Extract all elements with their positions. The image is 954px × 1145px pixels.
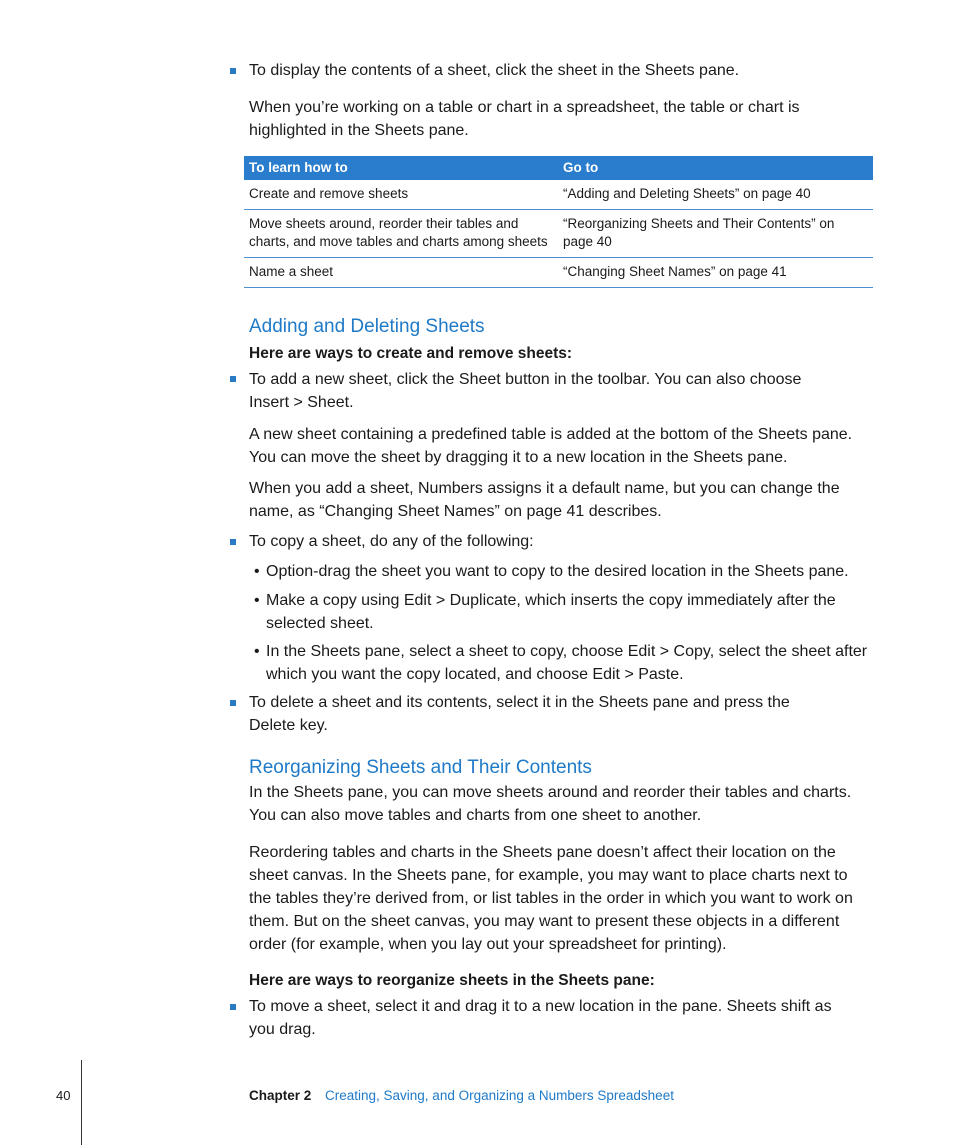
page-number: 40 — [56, 1088, 71, 1103]
table-cell-topic: Name a sheet — [244, 258, 558, 288]
reference-table — [244, 156, 873, 288]
section2-lead: Here are ways to reorganize sheets in the Sheets pane: — [249, 972, 655, 989]
copy-option-drag: Option-drag the sheet you want to copy to the desired location in the Sheets pane. — [266, 563, 849, 580]
table-row — [244, 210, 873, 258]
section1-bullet-copy: To copy a sheet, do any of the following: — [249, 533, 534, 550]
table-cell-topic: Create and remove sheets — [244, 180, 558, 210]
dot-bullet-icon: • — [254, 563, 260, 580]
table-header-learn: To learn how to — [244, 156, 558, 180]
section1-paragraph-2: When you add a sheet, Numbers assigns it a default name, but you can change the name, as “Changing Sheet Names” on page 41 describes. — [249, 480, 840, 520]
copy-paste: In the Sheets pane, select a sheet to copy, choose Edit > Copy, select the sheet after which you want the copy located, and choose Edit > Paste. — [266, 643, 868, 683]
table-header-goto: Go to — [558, 156, 873, 180]
table-row — [244, 258, 873, 288]
section1-lead: Here are ways to create and remove sheets: — [249, 345, 573, 362]
dot-bullet-icon: • — [254, 592, 260, 609]
footer-chapter-label: Chapter 2 — [249, 1088, 312, 1103]
table-cell-link[interactable]: “Adding and Deleting Sheets” on page 40 — [558, 180, 873, 210]
square-bullet-icon — [230, 700, 236, 706]
section1-bullet-add: To add a new sheet, click the Sheet button in the toolbar. You can also choose Insert > Sheet. — [249, 371, 802, 411]
section1-paragraph-1: A new sheet containing a predefined table is added at the bottom of the Sheets pane. You can move the sheet by dragging it to a new location in the Sheets pane. — [249, 426, 853, 466]
square-bullet-icon — [230, 1004, 236, 1010]
intro-bullet-text: To display the contents of a sheet, click the sheet in the Sheets pane. — [249, 62, 740, 79]
table-cell-link[interactable]: “Changing Sheet Names” on page 41 — [558, 258, 873, 288]
square-bullet-icon — [230, 376, 236, 382]
footer-divider — [81, 1060, 82, 1145]
section2-paragraph-2: Reordering tables and charts in the Sheets pane doesn’t affect their location on the sheet canvas. In the Sheets pane, for example, you may want to place charts next to the tables they’re derived from, or list tables in the order in which you want to work on them. But on the sheet canvas, you may want to present these objects in a different order (for example, when you lay out your spreadsheet for printing). — [249, 844, 853, 953]
intro-paragraph: When you’re working on a table or chart in a spreadsheet, the table or chart is highlighted in the Sheets pane. — [249, 99, 800, 139]
section2-paragraph-1: In the Sheets pane, you can move sheets around and reorder their tables and charts. You can also move tables and charts from one sheet to another. — [249, 784, 852, 824]
copy-duplicate: Make a copy using Edit > Duplicate, which inserts the copy immediately after the selected sheet. — [266, 592, 836, 632]
section-heading-reorganizing: Reorganizing Sheets and Their Contents — [249, 757, 592, 778]
section1-bullet-delete: To delete a sheet and its contents, select it in the Sheets pane and press the Delete key. — [249, 694, 790, 734]
square-bullet-icon — [230, 539, 236, 545]
table-cell-link[interactable]: “Reorganizing Sheets and Their Contents” on page 40 — [558, 210, 873, 258]
footer-chapter-title[interactable]: Creating, Saving, and Organizing a Numbers Spreadsheet — [325, 1088, 674, 1103]
table-row — [244, 180, 873, 210]
table-cell-topic: Move sheets around, reorder their tables and charts, and move tables and charts among sheets — [244, 210, 558, 258]
section-heading-adding-deleting: Adding and Deleting Sheets — [249, 316, 485, 337]
square-bullet-icon — [230, 68, 236, 74]
section2-bullet-move: To move a sheet, select it and drag it to a new location in the pane. Sheets shift as you drag. — [249, 998, 832, 1038]
table-header-row — [244, 156, 873, 180]
dot-bullet-icon: • — [254, 643, 260, 660]
